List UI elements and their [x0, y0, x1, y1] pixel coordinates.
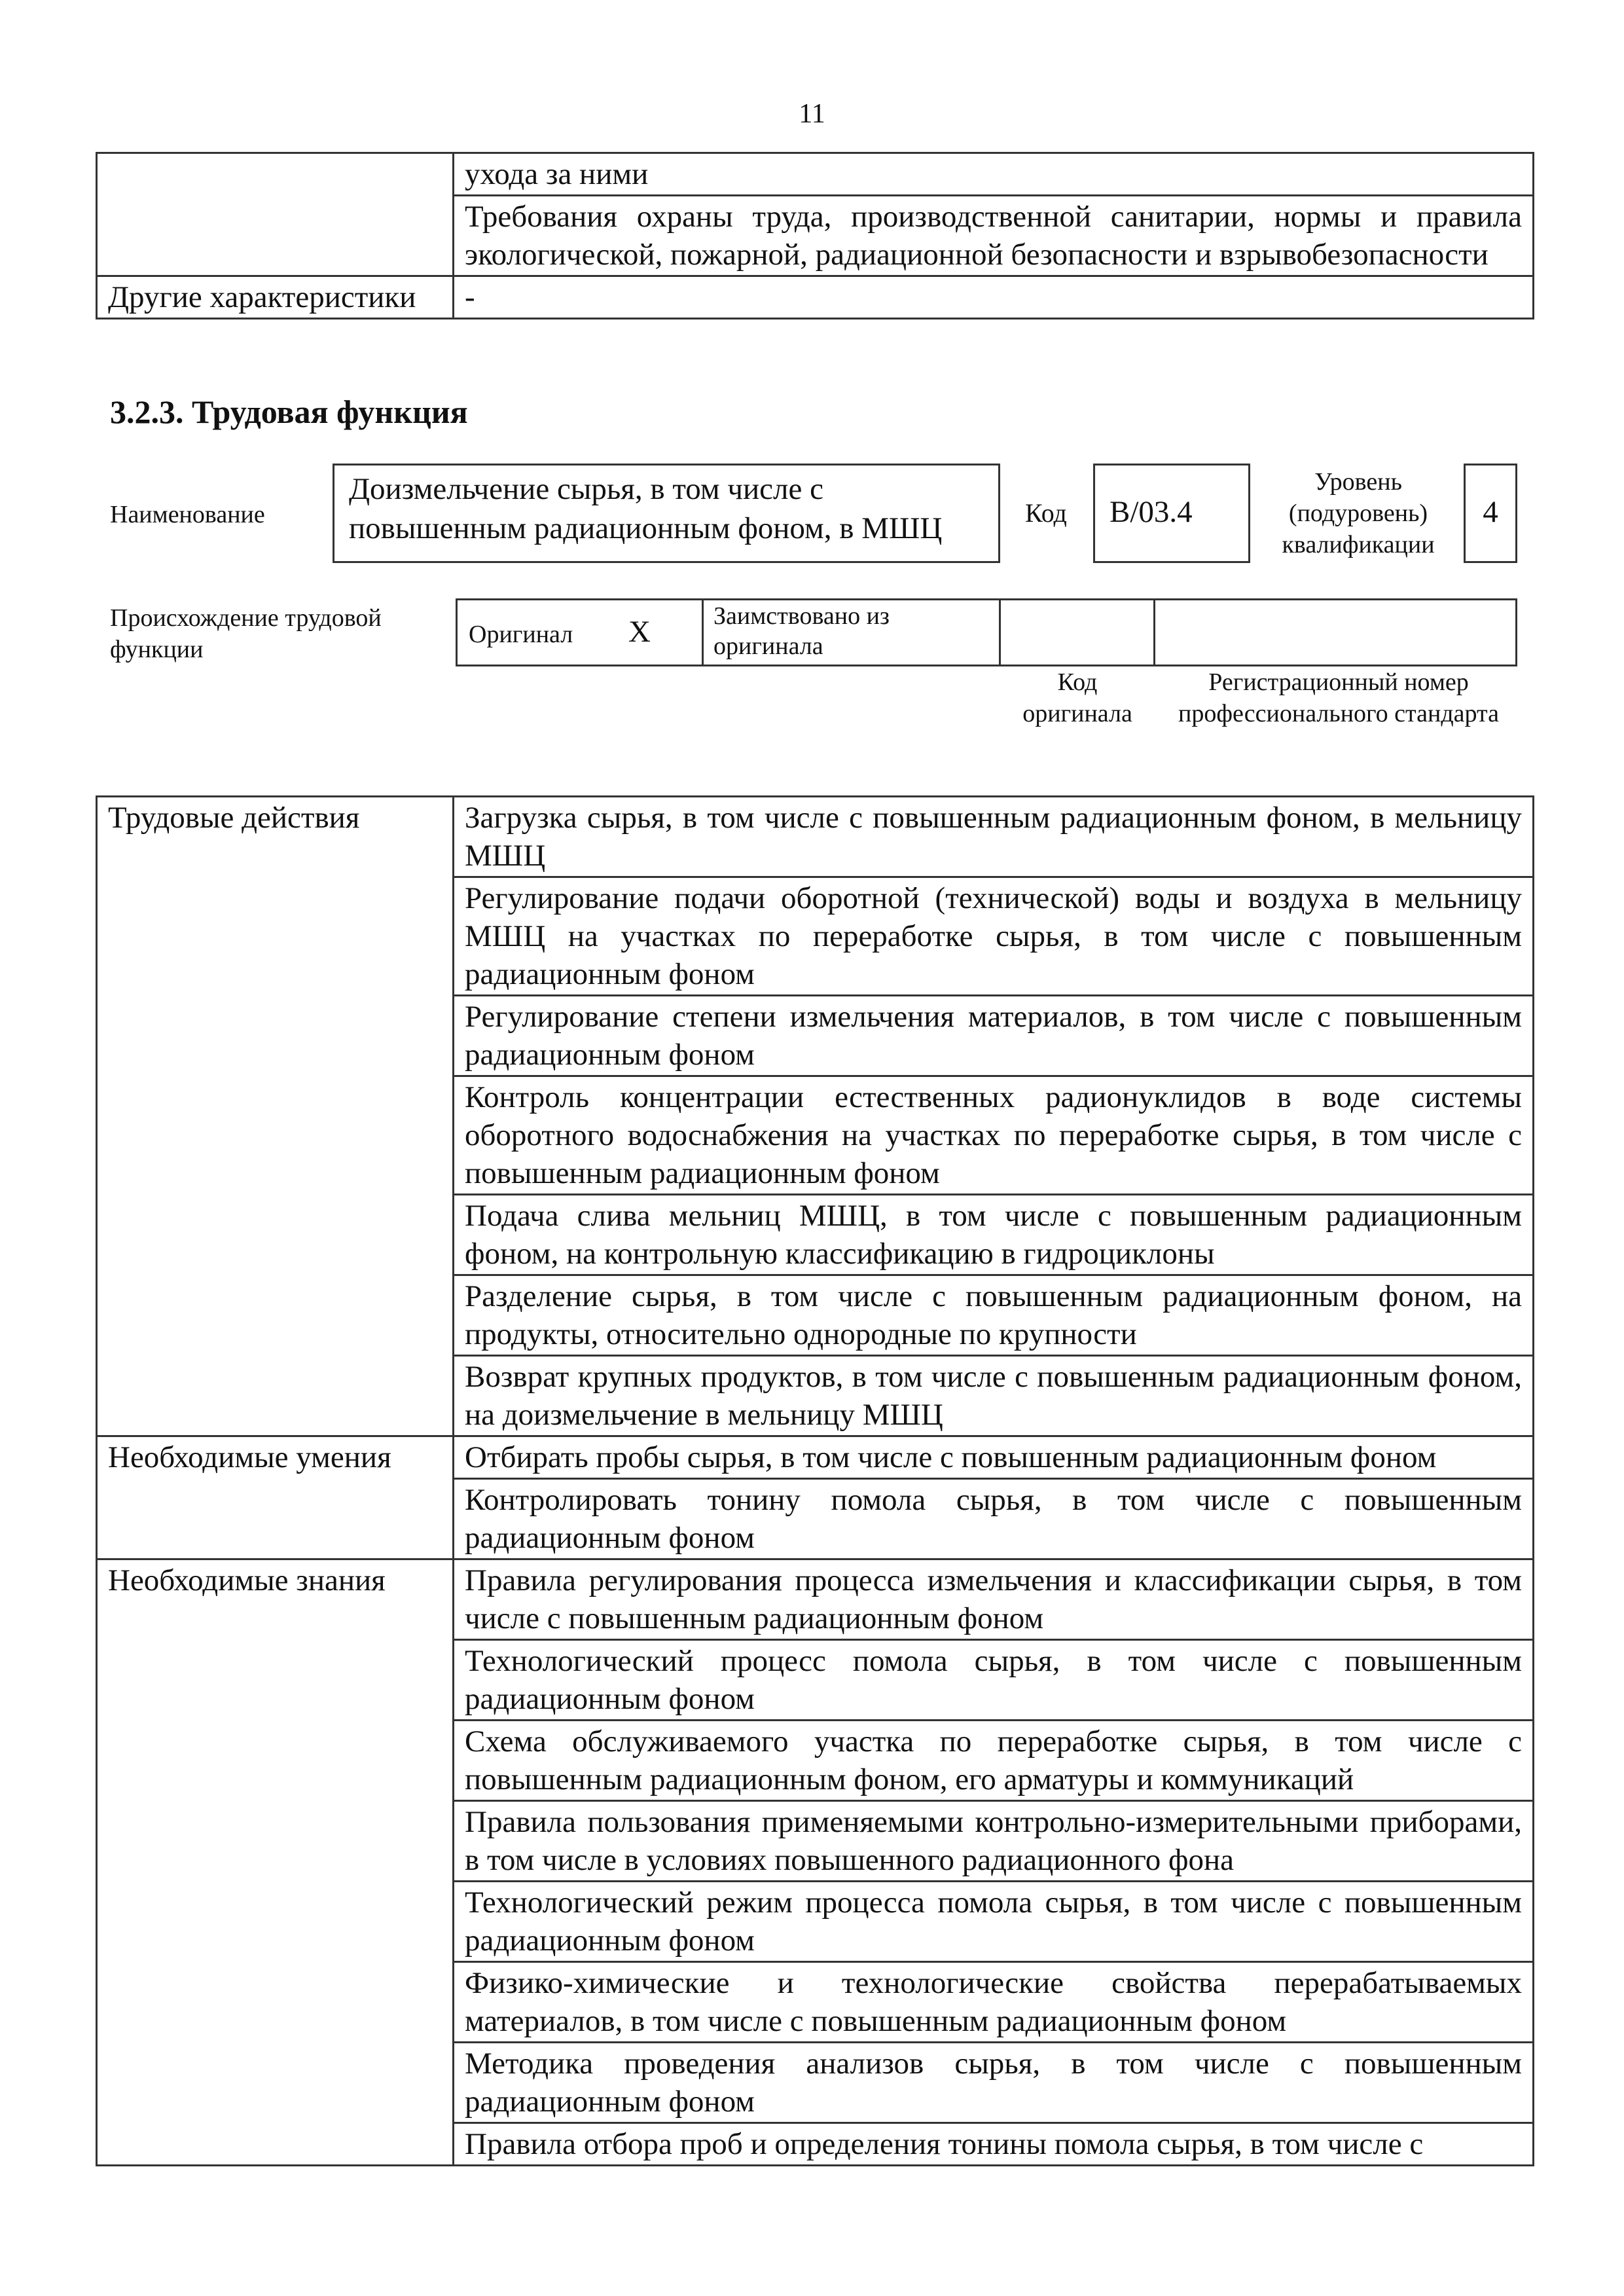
table-cell: Регулирование степени измельчения материалов, в том числе с повышенным радиационным фоном [454, 996, 1534, 1076]
table-row [97, 153, 1534, 196]
table-cell: Контроль концентрации естественных радионуклидов в воде системы оборотного водоснабжения на участках по переработке сырья, в том числе с повышенным радиационным фоном [454, 1076, 1534, 1195]
table-cell: Технологический процесс помола сырья, в том числе с повышенным радиационным фоном [454, 1640, 1534, 1721]
table-cell: Требования охраны труда, производственной санитарии, нормы и правила экологической, пожарной, радиационной безопасности и взрывобезопасности [454, 196, 1534, 276]
divider [1153, 598, 1155, 666]
level-value: 4 [1483, 495, 1498, 529]
code-label: Код [1025, 498, 1067, 528]
origin-label: Происхождение трудовой функции [110, 604, 382, 663]
table-cell: Регулирование подачи оборотной (технической) воды и воздуха в мельницу МШЦ на участках по переработке сырья, в том числе с повышенным радиационным фоном [454, 877, 1534, 996]
divider [702, 598, 704, 666]
table-cell: Подача слива мельниц МШЦ, в том числе с повышенным радиационным фоном, на контрольную классификацию в гидроциклоны [454, 1195, 1534, 1275]
code-value: B/03.4 [1110, 495, 1193, 529]
page-number: 11 [799, 99, 825, 129]
name-label: Наименование [110, 501, 265, 528]
row-label: Необходимые умения [97, 1436, 454, 1559]
table-cell: Схема обслуживаемого участка по переработке сырья, в том числе с повышенным радиационным фоном, его арматуры и коммуникаций [454, 1721, 1534, 1801]
continuation-table [96, 152, 1534, 319]
labor-function-table [96, 795, 1534, 2166]
function-name-box [333, 464, 1000, 563]
table-row [97, 1436, 1534, 1479]
table-cell: Отбирать пробы сырья, в том числе с повышенным радиационным фоном [454, 1436, 1534, 1479]
regnum-caption: Регистрационный номер профессионального стандарта [1178, 668, 1499, 727]
original-label: Оригинал [469, 621, 573, 648]
table-cell: Правила отбора проб и определения тонины помола сырья, в том числе с [454, 2123, 1534, 2166]
divider [999, 598, 1001, 666]
table-cell: Правила пользования применяемыми контрольно-измерительными приборами, в том числе в условиях повышенного радиационного фона [454, 1801, 1534, 1882]
code-box [1093, 464, 1250, 563]
table-row [97, 276, 1534, 319]
table-cell: Технологический режим процесса помола сырья, в том числе с повышенным радиационным фоном [454, 1882, 1534, 1962]
table-row [97, 797, 1534, 877]
table-cell: Контролировать тонину помола сырья, в том числе с повышенным радиационным фоном [454, 1479, 1534, 1559]
section-title: 3.2.3. Трудовая функция [110, 393, 468, 430]
table-cell: Возврат крупных продуктов, в том числе с повышенным радиационным фоном, на доизмельчение в мельницу МШЦ [454, 1356, 1534, 1436]
table-cell: Методика проведения анализов сырья, в том числе с повышенным радиационным фоном [454, 2043, 1534, 2123]
original-mark: X [628, 615, 651, 649]
level-box [1464, 464, 1517, 563]
row-label [97, 153, 454, 276]
row-label: Другие характеристики [97, 276, 454, 319]
row-label: Трудовые действия [97, 797, 454, 1436]
table-cell: Правила регулирования процесса измельчения и классификации сырья, в том числе с повышенным радиационным фоном [454, 1559, 1534, 1640]
code-original-caption: Код оригинала [1022, 668, 1132, 727]
table-cell: - [454, 276, 1534, 319]
row-label: Необходимые знания [97, 1559, 454, 2166]
table-row [97, 1559, 1534, 1640]
table-cell: Разделение сырья, в том числе с повышенным радиационным фоном, на продукты, относительно однородные по крупности [454, 1275, 1534, 1356]
borrowed-label: Заимствовано из оригинала [713, 602, 890, 660]
table-cell: ухода за ними [454, 153, 1534, 196]
function-name: Доизмельчение сырья, в том числе с повышенным радиационным фоном, в МШЦ [349, 472, 943, 545]
table-cell: Физико-химические и технологические свойства перерабатываемых материалов, в том числе с повышенным радиационным фоном [454, 1962, 1534, 2043]
level-label: Уровень (подуровень) квалификации [1282, 468, 1435, 558]
table-cell: Загрузка сырья, в том числе с повышенным радиационным фоном, в мельницу МШЦ [454, 797, 1534, 877]
